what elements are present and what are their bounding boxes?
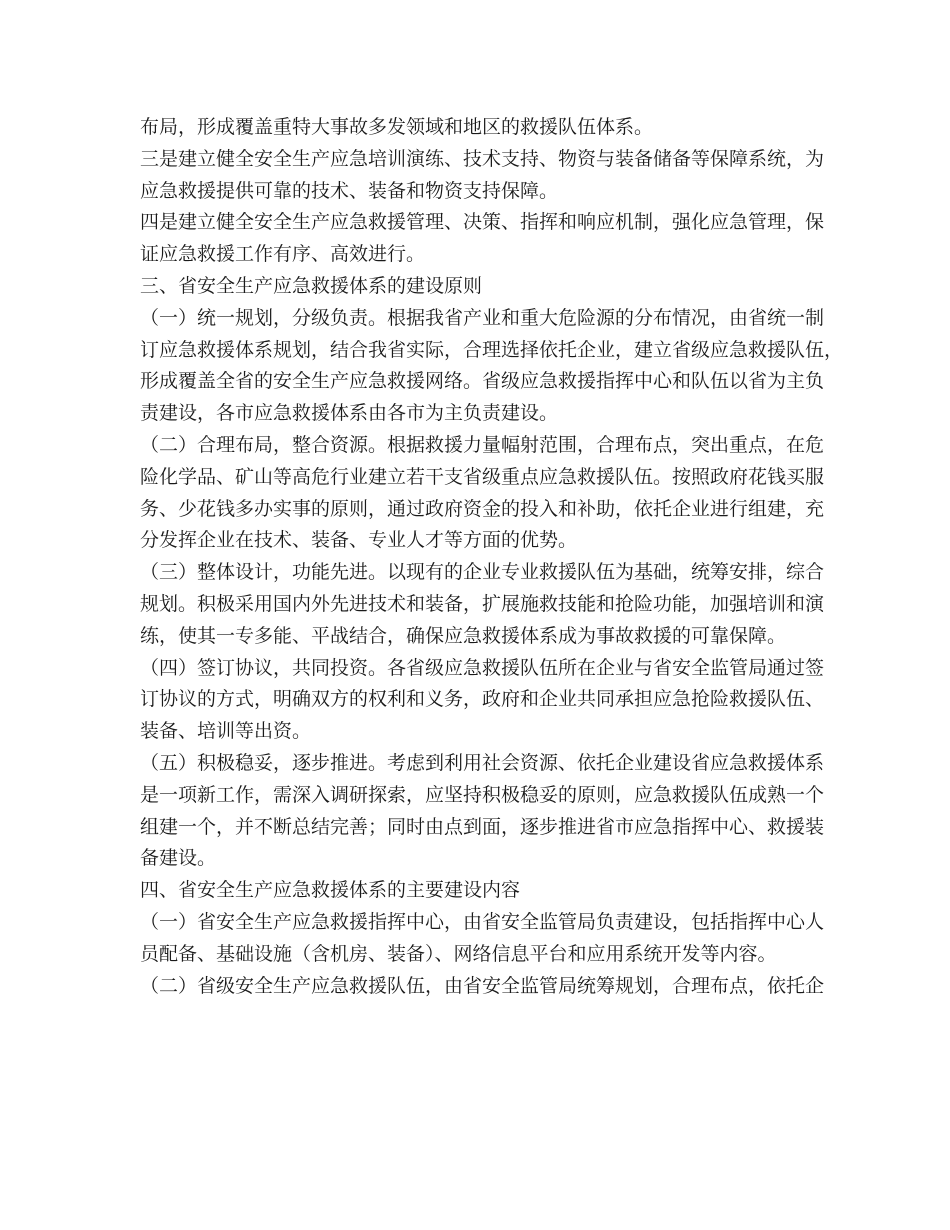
- text-line: 形成覆盖全省的安全生产应急救援网络。省级应急救援指挥中心和队伍以省为主负: [140, 370, 825, 393]
- text-line: 订应急救援体系规划，结合我省实际，合理选择依托企业，建立省级应急救援队伍，: [140, 338, 844, 361]
- text-line: 组建一个，并不断总结完善；同时由点到面，逐步推进省市应急指挥中心、救援装: [140, 815, 825, 838]
- text-line: 订协议的方式，明确双方的权利和义务，政府和企业共同承担应急抢险救援队伍、: [140, 688, 825, 711]
- text-line: 四、省安全生产应急救援体系的主要建设内容: [140, 879, 521, 902]
- document-body: [140, 112, 844, 1002]
- text-line: 证应急救援工作有序、高效进行。: [140, 243, 426, 266]
- text-line: （二）合理布局，整合资源。根据救援力量幅射范围，合理布点，突出重点，在危: [140, 433, 825, 456]
- text-line: 规划。积极采用国内外先进技术和装备，扩展施救技能和抢险功能，加强培训和演: [140, 592, 825, 615]
- text-line: 应急救援提供可靠的技术、装备和物资支持保障。: [140, 179, 559, 202]
- text-line: 责建设，各市应急救援体系由各市为主负责建设。: [140, 402, 559, 425]
- text-line: 布局，形成覆盖重特大事故多发领域和地区的救援队伍体系。: [140, 116, 654, 138]
- text-line: （三）整体设计，功能先进。以现有的企业专业救援队伍为基础，统筹安排，综合: [140, 561, 825, 584]
- text-line: （一）统一规划，分级负责。根据我省产业和重大危险源的分布情况，由省统一制: [140, 306, 825, 329]
- text-line: 险化学品、矿山等高危行业建立若干支省级重点应急救援队伍。按照政府花钱买服: [140, 465, 825, 488]
- text-line: （四）签订协议，共同投资。各省级应急救援队伍所在企业与省安全监管局通过签: [140, 656, 825, 679]
- text-line: 三、省安全生产应急救援体系的建设原则: [140, 274, 483, 297]
- text-line: 员配备、基础设施（含机房、装备）、网络信息平台和应用系统开发等内容。: [140, 942, 777, 965]
- text-line: 备建设。: [140, 847, 217, 870]
- text-line: 是一项新工作，需深入调研探索，应坚持积极稳妥的原则，应急救援队伍成熟一个: [140, 783, 825, 806]
- text-line: 装备、培训等出资。: [140, 720, 312, 743]
- text-line: 务、少花钱多办实事的原则，通过政府资金的投入和补助，依托企业进行组建，充: [140, 497, 825, 520]
- text-line: 练，使其一专多能、平战结合，确保应急救援体系成为事故救援的可靠保障。: [140, 624, 787, 647]
- text-line: 三是建立健全安全生产应急培训演练、技术支持、物资与装备储备等保障系统，为: [140, 147, 825, 170]
- text-line: 四是建立健全安全生产应急救援管理、决策、指挥和响应机制，强化应急管理，保: [140, 211, 825, 234]
- text-line: （五）积极稳妥，逐步推进。考虑到利用社会资源、依托企业建设省应急救援体系: [140, 751, 825, 774]
- text-line: （二）省级安全生产应急救援队伍，由省安全监管局统筹规划，合理布点，依托企: [140, 974, 825, 997]
- text-line: 分发挥企业在技术、装备、专业人才等方面的优势。: [140, 529, 578, 552]
- text-line: （一）省安全生产应急救援指挥中心，由省安全监管局负责建设，包括指挥中心人: [140, 910, 825, 933]
